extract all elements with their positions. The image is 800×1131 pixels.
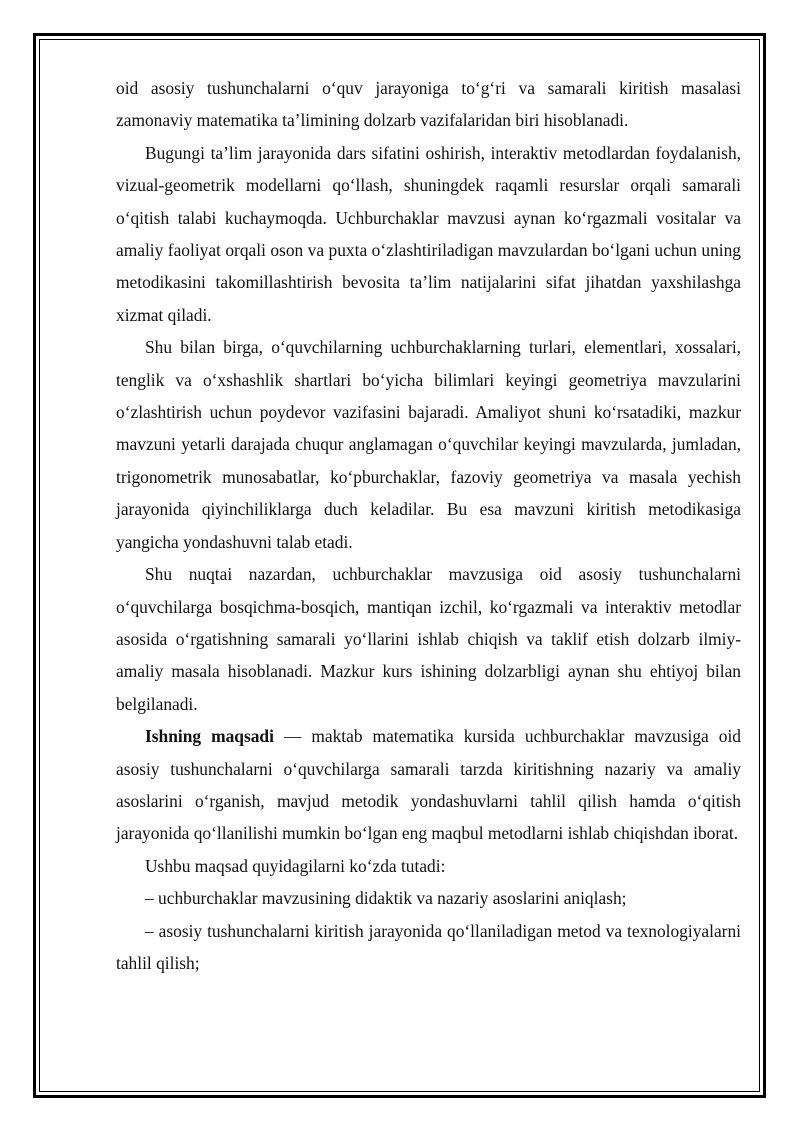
paragraph-continuation: oid asosiy tushunchalarni o‘quv jarayoniga to‘g‘ri va samarali kiritish masalasi zamonaviy matematika ta’limining dolzarb vazifalaridan biri hisoblanadi. [116, 78, 741, 131]
paragraph-goal [116, 720, 741, 850]
list-item-didactic: – uchburchaklar mavzusining didaktik va nazariy asoslarini aniqlash; [145, 888, 627, 909]
document-body [116, 72, 741, 979]
goal-text: — maktab matematika kursida uchburchaklar mavzusiga oid asosiy tushunchalarni o‘quvchilarga samarali tarzda kiritishning nazariy va amaliy asoslarini o‘rganish, mavjud metodik yondashuvlarni tahlil qilish hamda o‘qitish jarayonida qo‘llanilishi mumkin bo‘lgan eng maqbul metodlarni ishlab chiqishdan iborat. [116, 726, 741, 844]
paragraph-foundation: Shu bilan birga, o‘quvchilarning uchburchaklarning turlari, elementlari, xossalari, tenglik va o‘xshashlik shartlari bo‘yicha bilimlari keyingi geometriya mavzularini o‘zlashtirish uchun poydevor vazifasini bajaradi. Amaliyot shuni ko‘rsatadiki, mazkur mavzuni yetarli darajada chuqur anglamagan o‘quvchilar keyingi mavzularda, jumladan, trigonometrik munosabatlar, ko‘pburchaklar, fazoviy geometriya va masala yechish jarayonida qiyinchiliklarga duch keladilar. Bu esa mavzuni kiritish metodikasiga yangicha yondashuvni talab etadi. [116, 337, 741, 552]
list-item-methods: – asosiy tushunchalarni kiritish jarayonida qo‘llaniladigan metod va texnologiyalarni tahlil qilish; [116, 920, 741, 973]
goal-heading: Ishning maqsadi [145, 726, 274, 747]
paragraph-relevance: Shu nuqtai nazardan, uchburchaklar mavzusiga oid asosiy tushunchalarni o‘quvchilarga bosqichma-bosqich, mantiqan izchil, ko‘rgazmali va interaktiv metodlar asosida o‘rgatishning samarali yo‘llarini ishlab chiqish va taklif etish dolzarb ilmiy-amaliy masala hisoblanadi. Mazkur kurs ishining dolzarbligi aynan shu ehtiyoj bilan belgilanadi. [116, 564, 741, 714]
paragraph-goal-intro: Ushbu maqsad quyidagilarni ko‘zda tutadi: [145, 855, 446, 876]
paragraph-lesson-quality: Bugungi ta’lim jarayonida dars sifatini oshirish, interaktiv metodlardan foydalanish, vizual-geometrik modellarni qo‘llash, shuningdek raqamli resurslar orqali samarali o‘qitish talabi kuchaymoqda. Uchburchaklar mavzusi aynan ko‘rgazmali vositalar va amaliy faoliyat orqali oson va puxta o‘zlashtiriladigan mavzulardan bo‘lgani uchun uning metodikasini takomillashtirish bevosita ta’lim natijalarini sifat jihatdan yaxshilashga xizmat qiladi. [116, 142, 741, 325]
